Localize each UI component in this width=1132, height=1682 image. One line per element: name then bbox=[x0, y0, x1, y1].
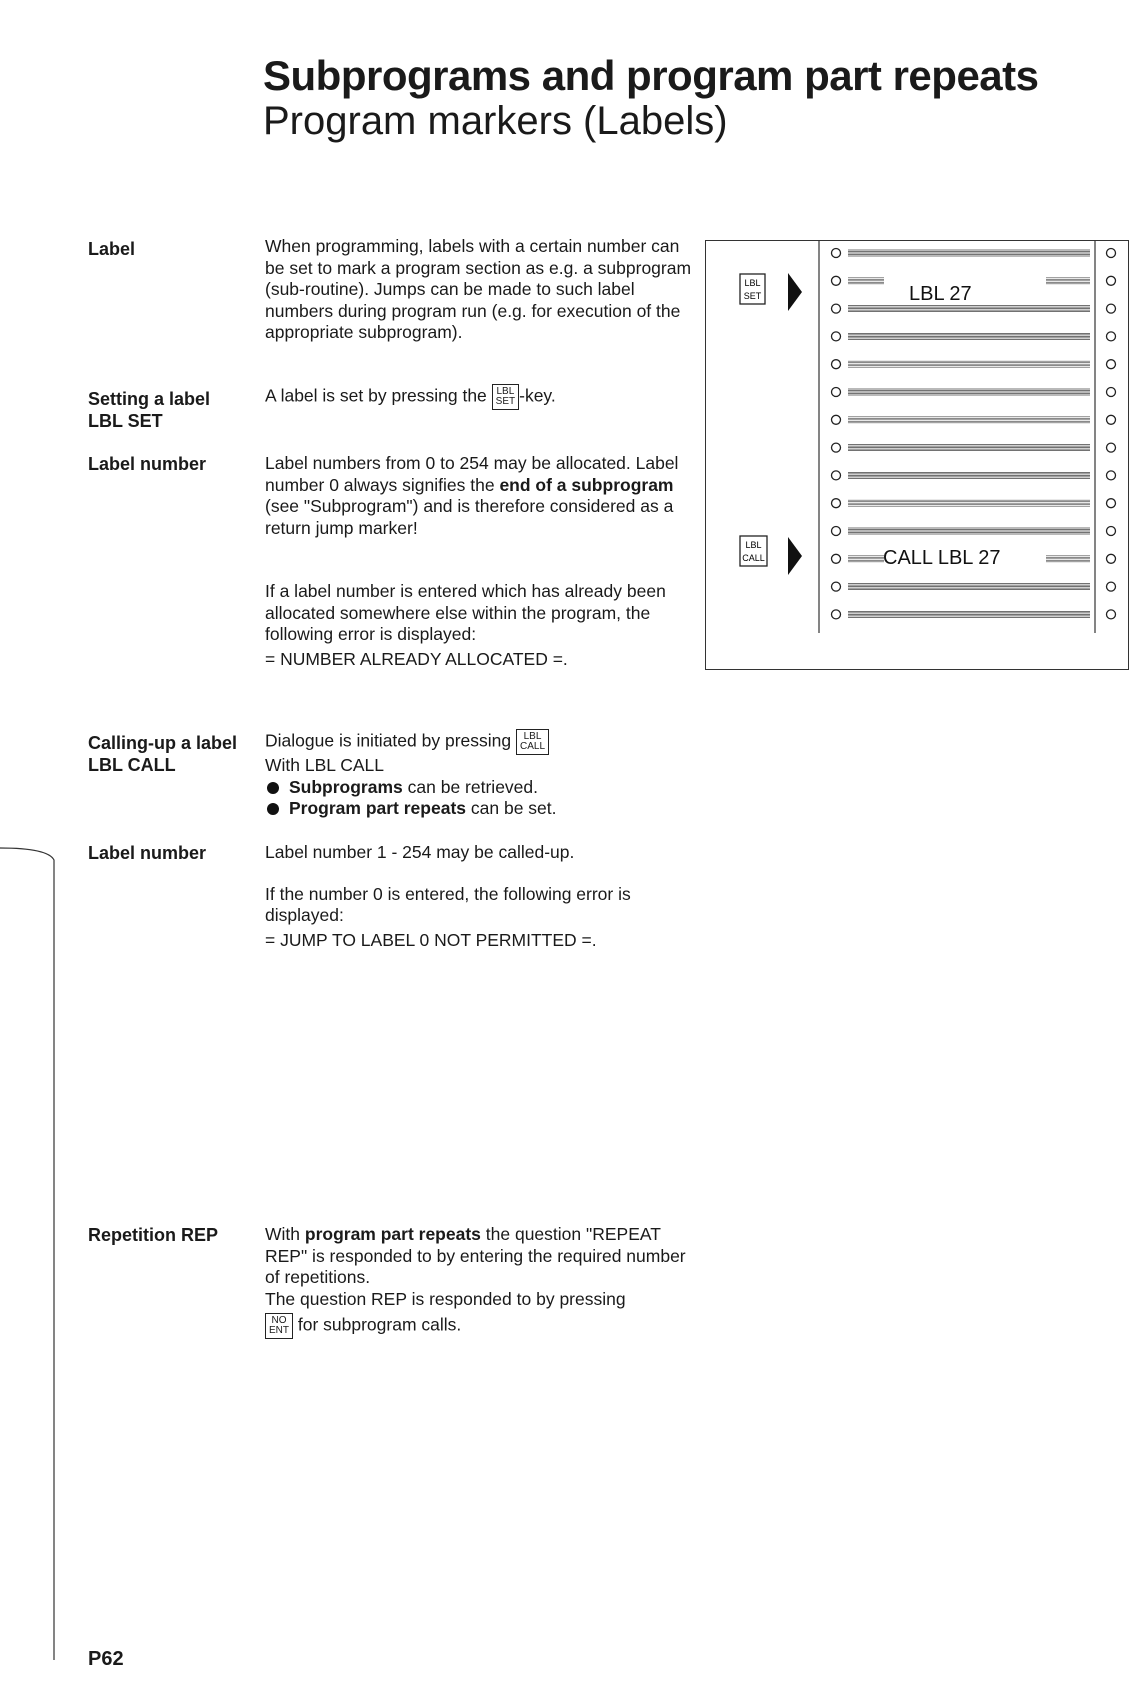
repetition-text-3: NO ENT for subprogram calls. bbox=[265, 1313, 695, 1339]
tape-hole-left bbox=[832, 332, 841, 341]
tape-hole-right bbox=[1107, 360, 1116, 369]
repetition-description bbox=[265, 1224, 695, 1339]
page-title: Subprograms and program part repeats bbox=[263, 52, 1039, 99]
bullet-dot-icon bbox=[267, 803, 279, 815]
heading-calling-label bbox=[88, 732, 237, 776]
punched-tape-diagram bbox=[705, 240, 1129, 670]
tape-hole-left bbox=[832, 276, 841, 285]
heading-label-number: Label number bbox=[88, 454, 207, 474]
repetition-text-1: With program part repeats the question "REPEAT REP" is responded to by entering the required number of repetitions. bbox=[265, 1224, 686, 1287]
tape-hole-left bbox=[832, 304, 841, 313]
tape-hole-right bbox=[1107, 554, 1116, 563]
page-number: P62 bbox=[88, 1648, 124, 1670]
heading-setting-label-line1: Setting a label bbox=[88, 389, 211, 409]
lbl-set-key-icon: LBL SET bbox=[492, 384, 519, 410]
label-row-text: LBL 27 bbox=[909, 283, 972, 305]
tape-hole-left bbox=[832, 249, 841, 258]
setting-text-after: -key. bbox=[519, 385, 556, 406]
label-description bbox=[265, 236, 695, 344]
tape-hole-right bbox=[1107, 276, 1116, 285]
svg-text:CALL: CALL bbox=[742, 553, 765, 563]
tape-hole-right bbox=[1107, 415, 1116, 424]
tape-hole-left bbox=[832, 360, 841, 369]
svg-text:SET: SET bbox=[743, 291, 762, 301]
tape-hole-right bbox=[1107, 582, 1116, 591]
tape-hole-right bbox=[1107, 610, 1116, 619]
heading-setting-label-line2: LBL SET bbox=[88, 411, 163, 431]
lbl-set-diagram-key-icon bbox=[740, 274, 765, 304]
tape-hole-right bbox=[1107, 443, 1116, 452]
heading-label-number-2: Label number bbox=[88, 843, 207, 863]
label-number-text: Label numbers from 0 to 254 may be allocated. Label number 0 always signifies the end of a subprogram (see "Subprogram") and is therefore considered as a return jump marker! bbox=[265, 453, 679, 538]
tape-hole-right bbox=[1107, 499, 1116, 508]
label-number-2-description bbox=[265, 842, 695, 951]
allocated-error-text: If a label number is entered which has already been allocated somewhere else within the program, the following error is displayed: bbox=[265, 581, 666, 644]
tape-hole-right bbox=[1107, 304, 1116, 313]
heading-label: Label bbox=[88, 239, 136, 259]
bullet-subprograms: Subprograms can be retrieved. bbox=[265, 777, 695, 799]
heading-setting-label bbox=[88, 388, 210, 432]
label-range-text: Label number 1 - 254 may be called-up. bbox=[265, 842, 575, 862]
tape-hole-left bbox=[832, 471, 841, 480]
lbl-call-diagram-key-icon bbox=[740, 536, 767, 566]
zero-error-message: = JUMP TO LABEL 0 NOT PERMITTED =. bbox=[265, 929, 597, 950]
setting-text-before: A label is set by pressing the bbox=[265, 385, 487, 406]
page-subtitle: Program markers (Labels) bbox=[263, 99, 728, 143]
call-row-text: CALL LBL 27 bbox=[883, 547, 1001, 569]
heading-calling-label-line1: Calling-up a label bbox=[88, 733, 238, 753]
heading-calling-label-line2: LBL CALL bbox=[88, 755, 176, 775]
no-ent-key-icon: NO ENT bbox=[265, 1313, 293, 1339]
tape-hole-right bbox=[1107, 527, 1116, 536]
bullet-repeats: Program part repeats can be set. bbox=[265, 798, 695, 820]
tape-hole-left bbox=[832, 499, 841, 508]
tape-hole-right bbox=[1107, 388, 1116, 397]
tape-hole-left bbox=[832, 527, 841, 536]
arrow-call-icon bbox=[788, 537, 802, 575]
svg-text:LBL: LBL bbox=[744, 278, 761, 288]
svg-text:LBL: LBL bbox=[745, 540, 762, 550]
tape-hole-left bbox=[832, 415, 841, 424]
calling-text-2: With LBL CALL bbox=[265, 755, 384, 775]
punched-tape-svg bbox=[706, 241, 1128, 669]
tape-hole-right bbox=[1107, 332, 1116, 341]
binder-line-decoration bbox=[0, 840, 58, 1660]
tape-hole-right bbox=[1107, 249, 1116, 258]
tape-hole-left bbox=[832, 582, 841, 591]
tape-hole-left bbox=[832, 443, 841, 452]
tape-hole-left bbox=[832, 610, 841, 619]
lbl-call-key-icon: LBL CALL bbox=[516, 729, 549, 755]
bullet-dot-icon bbox=[267, 782, 279, 794]
tape-hole-left bbox=[832, 554, 841, 563]
zero-error-text: If the number 0 is entered, the following error is displayed: bbox=[265, 883, 631, 925]
calling-description bbox=[265, 729, 695, 820]
repetition-text-2: The question REP is responded to by pressing bbox=[265, 1288, 626, 1309]
arrow-set-icon bbox=[788, 273, 802, 311]
setting-description bbox=[265, 384, 695, 410]
calling-text-1: Dialogue is initiated by pressing LBL CALL bbox=[265, 729, 695, 755]
heading-repetition: Repetition REP bbox=[88, 1225, 219, 1245]
label-number-description bbox=[265, 453, 695, 670]
allocated-error-message: = NUMBER ALREADY ALLOCATED =. bbox=[265, 648, 568, 669]
tape-hole-left bbox=[832, 388, 841, 397]
label-text: When programming, labels with a certain number can be set to mark a program section as e.g. a subprogram (sub-routine). Jumps can be made to such label numbers during program run (e.g. for execution of the appropriate subprogram). bbox=[265, 236, 692, 342]
tape-hole-right bbox=[1107, 471, 1116, 480]
